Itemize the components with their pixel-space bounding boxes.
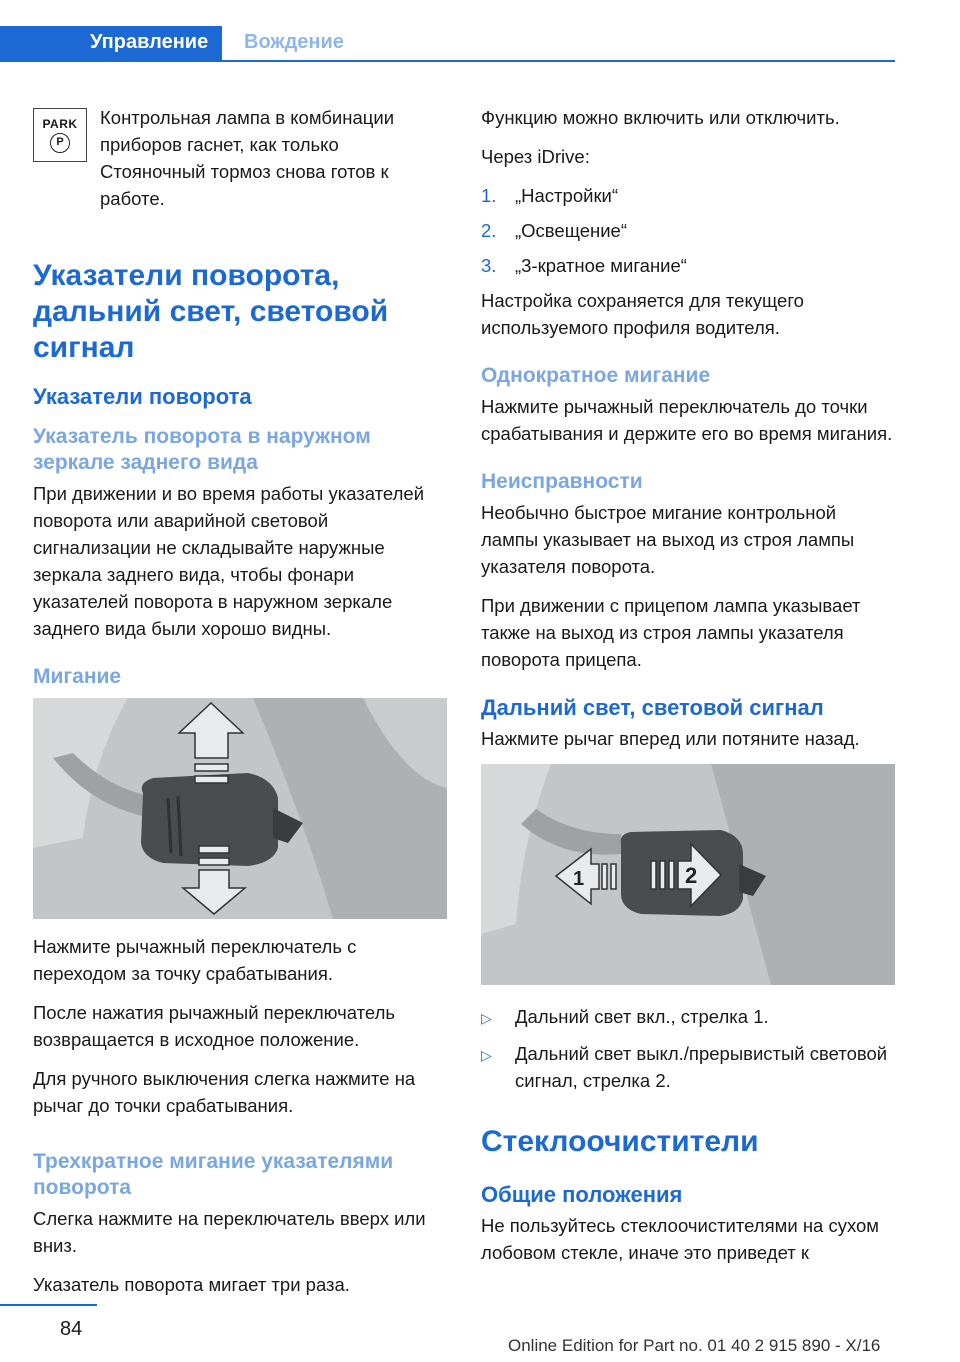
paragraph-toggle: Функцию можно включить или отключить. (481, 107, 840, 128)
paragraph-fault-2: При движении с прицепом лампа указывает также на выход из строя лампы указателя поворота прицепа. (481, 595, 861, 670)
paragraph-idrive: Через iDrive: (481, 146, 590, 167)
heading-high-beam: Дальний свет, световой сигнал (481, 695, 824, 720)
paragraph-high-beam: Нажмите рычаг вперед или потяните назад. (481, 728, 860, 749)
park-indicator-row (33, 104, 447, 212)
top-nav (0, 0, 960, 62)
paragraph-triple-2: Указатель поворота мигает три раза. (33, 1274, 350, 1295)
list-item: 3. „3-кратное мигание“ (481, 255, 687, 276)
paragraph-profile: Настройка сохраняется для текущего используемого профиля водителя. (481, 290, 804, 338)
heading-faults: Неисправности (481, 470, 643, 493)
list-item: 1. „Настройки“ (481, 185, 619, 206)
paragraph-fault-1: Необычно быстрое мигание контрольной лампы указывает на выход из строя лампы указателя поворота. (481, 502, 855, 577)
heading-general: Общие положения (481, 1182, 683, 1207)
high-beam-list (481, 1003, 895, 1094)
arrow-label-1: 1 (573, 868, 585, 890)
subsection-title-turn-signals: Указатели поворота (33, 384, 252, 409)
list-item: ▷ Дальний свет выкл./прерывистый световой сигнал, стрелка 2. (481, 1040, 895, 1094)
paragraph-single-blink: Нажмите рычажный переключатель до точки срабатывания и держите его во время мигания. (481, 396, 893, 444)
heading-blinking: Мигание (33, 665, 122, 688)
list-item: 2. „Освещение“ (481, 220, 628, 241)
list-item: ▷ Дальний свет вкл., стрелка 1. (481, 1003, 895, 1032)
heading-single-blink: Однократное мигание (481, 364, 711, 387)
paragraph-triple-1: Слегка нажмите на переключатель вверх или вниз. (33, 1208, 426, 1256)
high-beam-lever-figure (481, 764, 895, 985)
tab-control[interactable]: Управление (0, 26, 222, 62)
right-column (481, 104, 895, 1278)
tab-divider (222, 60, 895, 62)
paragraph-blink-2: После нажатия рычажный переключатель возвращается в исходное положение. (33, 1002, 396, 1050)
footer-divider (0, 1304, 97, 1306)
arrow-label-2: 2 (685, 863, 698, 888)
section-title-turn-signals: Указатели поворота, дальний свет, световой сигнал (33, 259, 389, 364)
turn-signal-lever-figure (33, 698, 447, 919)
paragraph-blink-1: Нажмите рычажный переключатель с переходом за точку срабатывания. (33, 936, 357, 984)
paragraph-mirror-signal: При движении и во время работы указателей поворота или аварийной световой сигнализации не складывайте наружные зеркала заднего вида, чтобы фонари указателей поворота в наружном зеркале заднего вида были хорошо видны. (33, 483, 425, 639)
heading-mirror-signal: Указатель поворота в наружном зеркале заднего вида (33, 425, 371, 474)
paragraph-wipers: Не пользуйтесь стеклоочистителями на сухом лобовом стекле, иначе это приведет к (481, 1215, 880, 1263)
paragraph-blink-3: Для ручного выключения слегка нажмите на рычаг до точки срабатывания. (33, 1068, 416, 1116)
triangle-bullet-icon: ▷ (481, 1047, 492, 1063)
section-title-wipers: Стеклоочистители (481, 1125, 759, 1158)
triangle-bullet-icon: ▷ (481, 1010, 492, 1026)
page-number: 84 (60, 1318, 83, 1340)
parking-brake-icon: PARK P (33, 108, 87, 162)
tab-driving[interactable]: Вождение (244, 31, 344, 53)
idrive-steps-list (481, 182, 895, 279)
footer-edition: Online Edition for Part no. 01 40 2 915 890 - X/16 (508, 1336, 881, 1355)
heading-triple-blink: Трехкратное мигание указателями поворота (33, 1150, 394, 1199)
park-text: Контрольная лампа в комбинации приборов гаснет, как только Стояночный тормоз снова готов к работе. (100, 107, 395, 209)
left-column (33, 104, 447, 1310)
